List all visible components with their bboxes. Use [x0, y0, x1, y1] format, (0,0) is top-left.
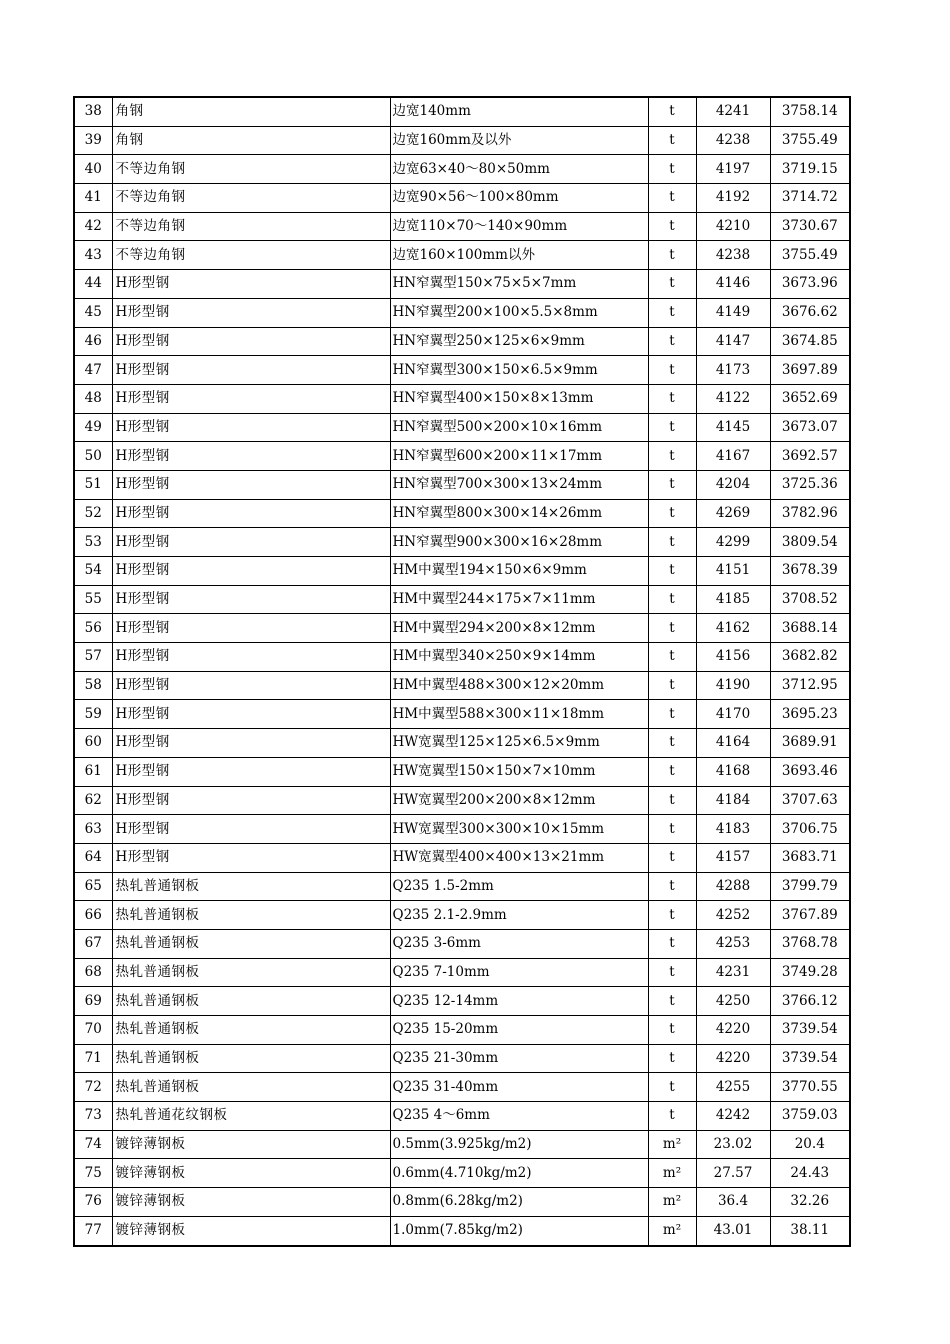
- specification-cell: HN窄翼型500×200×10×16mm: [390, 413, 648, 442]
- row-number-cell: 68: [74, 958, 112, 987]
- row-number-cell: 76: [74, 1188, 112, 1217]
- price-tax-excluded-cell: 32.26: [770, 1188, 850, 1217]
- price-tax-excluded-cell: 3755.49: [770, 126, 850, 155]
- specification-cell: Q235 31-40mm: [390, 1073, 648, 1102]
- material-name-cell: H形型钢: [112, 413, 390, 442]
- material-name-cell: 热轧普通钢板: [112, 1044, 390, 1073]
- price-tax-excluded-cell: 3768.78: [770, 929, 850, 958]
- price-tax-included-cell: 4170: [696, 700, 770, 729]
- unit-cell: t: [648, 757, 696, 786]
- price-tax-included-cell: 23.02: [696, 1130, 770, 1159]
- price-tax-excluded-cell: 3755.49: [770, 241, 850, 270]
- material-name-cell: H形型钢: [112, 327, 390, 356]
- material-name-cell: H形型钢: [112, 815, 390, 844]
- price-tax-included-cell: 4231: [696, 958, 770, 987]
- specification-cell: 0.8mm(6.28kg/m2): [390, 1188, 648, 1217]
- price-tax-excluded-cell: 3707.63: [770, 786, 850, 815]
- unit-cell: t: [648, 212, 696, 241]
- table-row: [74, 97, 850, 126]
- price-tax-excluded-cell: 3689.91: [770, 729, 850, 758]
- unit-cell: m²: [648, 1130, 696, 1159]
- unit-cell: t: [648, 872, 696, 901]
- table-row: [74, 987, 850, 1016]
- row-number-cell: 38: [74, 97, 112, 126]
- specification-cell: Q235 1.5-2mm: [390, 872, 648, 901]
- table-row: [74, 1216, 850, 1245]
- unit-cell: t: [648, 987, 696, 1016]
- price-tax-included-cell: 4204: [696, 470, 770, 499]
- material-name-cell: 热轧普通钢板: [112, 1073, 390, 1102]
- row-number-cell: 77: [74, 1216, 112, 1245]
- table-row: [74, 184, 850, 213]
- price-tax-included-cell: 4185: [696, 585, 770, 614]
- price-tax-excluded-cell: 3652.69: [770, 384, 850, 413]
- row-number-cell: 74: [74, 1130, 112, 1159]
- material-name-cell: 热轧普通钢板: [112, 1016, 390, 1045]
- price-tax-included-cell: 4299: [696, 528, 770, 557]
- table-row: [74, 270, 850, 299]
- row-number-cell: 70: [74, 1016, 112, 1045]
- price-tax-excluded-cell: 3758.14: [770, 97, 850, 126]
- row-number-cell: 65: [74, 872, 112, 901]
- price-tax-excluded-cell: 3673.96: [770, 270, 850, 299]
- unit-cell: t: [648, 700, 696, 729]
- table-row: [74, 528, 850, 557]
- table-row: [74, 212, 850, 241]
- row-number-cell: 67: [74, 929, 112, 958]
- price-tax-included-cell: 4145: [696, 413, 770, 442]
- specification-cell: 边宽160mm及以外: [390, 126, 648, 155]
- table-row: [74, 499, 850, 528]
- table-row: [74, 1188, 850, 1217]
- row-number-cell: 52: [74, 499, 112, 528]
- unit-cell: t: [648, 413, 696, 442]
- table-row: [74, 872, 850, 901]
- price-tax-excluded-cell: 20.4: [770, 1130, 850, 1159]
- price-tax-included-cell: 4184: [696, 786, 770, 815]
- specification-cell: HM中翼型194×150×6×9mm: [390, 557, 648, 586]
- material-name-cell: H形型钢: [112, 786, 390, 815]
- price-tax-included-cell: 4238: [696, 241, 770, 270]
- price-tax-excluded-cell: 3678.39: [770, 557, 850, 586]
- unit-cell: t: [648, 470, 696, 499]
- price-tax-included-cell: 4162: [696, 614, 770, 643]
- price-tax-included-cell: 4210: [696, 212, 770, 241]
- specification-cell: Q235 15-20mm: [390, 1016, 648, 1045]
- table-row: [74, 241, 850, 270]
- price-tax-excluded-cell: 3712.95: [770, 671, 850, 700]
- unit-cell: t: [648, 155, 696, 184]
- table-row: [74, 126, 850, 155]
- price-tax-excluded-cell: 3688.14: [770, 614, 850, 643]
- row-number-cell: 46: [74, 327, 112, 356]
- material-name-cell: 热轧普通钢板: [112, 958, 390, 987]
- specification-cell: HM中翼型294×200×8×12mm: [390, 614, 648, 643]
- unit-cell: t: [648, 643, 696, 672]
- table-row: [74, 384, 850, 413]
- price-tax-excluded-cell: 3719.15: [770, 155, 850, 184]
- row-number-cell: 43: [74, 241, 112, 270]
- specification-cell: HM中翼型588×300×11×18mm: [390, 700, 648, 729]
- price-tax-excluded-cell: 3739.54: [770, 1044, 850, 1073]
- specification-cell: 0.6mm(4.710kg/m2): [390, 1159, 648, 1188]
- price-tax-excluded-cell: 3799.79: [770, 872, 850, 901]
- unit-cell: t: [648, 528, 696, 557]
- specification-cell: 边宽90×56～100×80mm: [390, 184, 648, 213]
- unit-cell: t: [648, 815, 696, 844]
- price-tax-excluded-cell: 3674.85: [770, 327, 850, 356]
- unit-cell: m²: [648, 1188, 696, 1217]
- specification-cell: Q235 12-14mm: [390, 987, 648, 1016]
- material-name-cell: H形型钢: [112, 614, 390, 643]
- table-row: [74, 442, 850, 471]
- price-tax-excluded-cell: 3782.96: [770, 499, 850, 528]
- unit-cell: t: [648, 241, 696, 270]
- material-name-cell: H形型钢: [112, 384, 390, 413]
- specification-cell: 边宽140mm: [390, 97, 648, 126]
- row-number-cell: 40: [74, 155, 112, 184]
- specification-cell: HW宽翼型300×300×10×15mm: [390, 815, 648, 844]
- material-name-cell: 热轧普通钢板: [112, 901, 390, 930]
- table-row: [74, 700, 850, 729]
- price-tax-included-cell: 4164: [696, 729, 770, 758]
- material-name-cell: H形型钢: [112, 843, 390, 872]
- material-name-cell: 镀锌薄钢板: [112, 1188, 390, 1217]
- row-number-cell: 58: [74, 671, 112, 700]
- table-row: [74, 929, 850, 958]
- specification-cell: Q235 7-10mm: [390, 958, 648, 987]
- unit-cell: t: [648, 97, 696, 126]
- price-table: [73, 96, 851, 1247]
- specification-cell: Q235 4～6mm: [390, 1102, 648, 1131]
- material-name-cell: H形型钢: [112, 442, 390, 471]
- table-row: [74, 643, 850, 672]
- row-number-cell: 61: [74, 757, 112, 786]
- unit-cell: t: [648, 929, 696, 958]
- price-tax-excluded-cell: 3809.54: [770, 528, 850, 557]
- price-tax-included-cell: 4288: [696, 872, 770, 901]
- table-row: [74, 958, 850, 987]
- price-tax-included-cell: 4250: [696, 987, 770, 1016]
- price-tax-included-cell: 4151: [696, 557, 770, 586]
- material-name-cell: H形型钢: [112, 729, 390, 758]
- unit-cell: t: [648, 184, 696, 213]
- row-number-cell: 63: [74, 815, 112, 844]
- row-number-cell: 56: [74, 614, 112, 643]
- unit-cell: t: [648, 356, 696, 385]
- material-name-cell: H形型钢: [112, 499, 390, 528]
- material-name-cell: H形型钢: [112, 356, 390, 385]
- specification-cell: HN窄翼型400×150×8×13mm: [390, 384, 648, 413]
- price-tax-included-cell: 4269: [696, 499, 770, 528]
- price-tax-included-cell: 27.57: [696, 1159, 770, 1188]
- specification-cell: HN窄翼型700×300×13×24mm: [390, 470, 648, 499]
- unit-cell: t: [648, 729, 696, 758]
- table-row: [74, 327, 850, 356]
- table-row: [74, 1159, 850, 1188]
- price-tax-included-cell: 4173: [696, 356, 770, 385]
- unit-cell: t: [648, 442, 696, 471]
- price-tax-excluded-cell: 24.43: [770, 1159, 850, 1188]
- specification-cell: HN窄翼型800×300×14×26mm: [390, 499, 648, 528]
- price-tax-excluded-cell: 3673.07: [770, 413, 850, 442]
- row-number-cell: 71: [74, 1044, 112, 1073]
- unit-cell: t: [648, 298, 696, 327]
- table-row: [74, 671, 850, 700]
- specification-cell: HM中翼型488×300×12×20mm: [390, 671, 648, 700]
- material-name-cell: H形型钢: [112, 643, 390, 672]
- material-name-cell: 热轧普通钢板: [112, 929, 390, 958]
- unit-cell: t: [648, 270, 696, 299]
- specification-cell: Q235 2.1-2.9mm: [390, 901, 648, 930]
- table-row: [74, 470, 850, 499]
- specification-cell: Q235 21-30mm: [390, 1044, 648, 1073]
- specification-cell: 边宽110×70～140×90mm: [390, 212, 648, 241]
- row-number-cell: 50: [74, 442, 112, 471]
- material-name-cell: H形型钢: [112, 298, 390, 327]
- material-name-cell: H形型钢: [112, 528, 390, 557]
- price-tax-included-cell: 4168: [696, 757, 770, 786]
- material-name-cell: 不等边角钢: [112, 212, 390, 241]
- price-tax-included-cell: 4242: [696, 1102, 770, 1131]
- price-tax-included-cell: 4157: [696, 843, 770, 872]
- table-row: [74, 786, 850, 815]
- table-row: [74, 729, 850, 758]
- specification-cell: HW宽翼型150×150×7×10mm: [390, 757, 648, 786]
- price-tax-included-cell: 4252: [696, 901, 770, 930]
- material-name-cell: 镀锌薄钢板: [112, 1130, 390, 1159]
- table-row: [74, 1130, 850, 1159]
- price-tax-included-cell: 4253: [696, 929, 770, 958]
- unit-cell: t: [648, 585, 696, 614]
- specification-cell: 边宽160×100mm以外: [390, 241, 648, 270]
- row-number-cell: 39: [74, 126, 112, 155]
- table-row: [74, 298, 850, 327]
- table-row: [74, 557, 850, 586]
- price-tax-included-cell: 4192: [696, 184, 770, 213]
- row-number-cell: 51: [74, 470, 112, 499]
- row-number-cell: 66: [74, 901, 112, 930]
- unit-cell: t: [648, 1016, 696, 1045]
- material-name-cell: H形型钢: [112, 700, 390, 729]
- row-number-cell: 48: [74, 384, 112, 413]
- specification-cell: HM中翼型340×250×9×14mm: [390, 643, 648, 672]
- price-tax-included-cell: 4149: [696, 298, 770, 327]
- price-tax-excluded-cell: 3739.54: [770, 1016, 850, 1045]
- table-row: [74, 1044, 850, 1073]
- price-tax-excluded-cell: 3725.36: [770, 470, 850, 499]
- price-tax-included-cell: 43.01: [696, 1216, 770, 1245]
- table-row: [74, 1073, 850, 1102]
- price-tax-included-cell: 4167: [696, 442, 770, 471]
- price-tax-included-cell: 4122: [696, 384, 770, 413]
- specification-cell: 边宽63×40～80×50mm: [390, 155, 648, 184]
- price-tax-excluded-cell: 3767.89: [770, 901, 850, 930]
- price-tax-excluded-cell: 3770.55: [770, 1073, 850, 1102]
- specification-cell: HN窄翼型300×150×6.5×9mm: [390, 356, 648, 385]
- unit-cell: t: [648, 327, 696, 356]
- price-tax-excluded-cell: 3714.72: [770, 184, 850, 213]
- unit-cell: t: [648, 901, 696, 930]
- table-row: [74, 413, 850, 442]
- material-name-cell: H形型钢: [112, 585, 390, 614]
- price-tax-excluded-cell: 3683.71: [770, 843, 850, 872]
- unit-cell: t: [648, 1073, 696, 1102]
- price-tax-included-cell: 4147: [696, 327, 770, 356]
- price-tax-excluded-cell: 3693.46: [770, 757, 850, 786]
- unit-cell: m²: [648, 1216, 696, 1245]
- price-tax-included-cell: 4190: [696, 671, 770, 700]
- row-number-cell: 64: [74, 843, 112, 872]
- unit-cell: t: [648, 384, 696, 413]
- material-name-cell: 不等边角钢: [112, 184, 390, 213]
- row-number-cell: 53: [74, 528, 112, 557]
- specification-cell: HM中翼型244×175×7×11mm: [390, 585, 648, 614]
- unit-cell: t: [648, 958, 696, 987]
- material-name-cell: 热轧普通钢板: [112, 987, 390, 1016]
- price-tax-included-cell: 4220: [696, 1044, 770, 1073]
- specification-cell: HW宽翼型400×400×13×21mm: [390, 843, 648, 872]
- specification-cell: 1.0mm(7.85kg/m2): [390, 1216, 648, 1245]
- unit-cell: t: [648, 786, 696, 815]
- price-tax-included-cell: 4197: [696, 155, 770, 184]
- price-tax-excluded-cell: 3695.23: [770, 700, 850, 729]
- material-name-cell: 不等边角钢: [112, 241, 390, 270]
- row-number-cell: 42: [74, 212, 112, 241]
- specification-cell: HN窄翼型600×200×11×17mm: [390, 442, 648, 471]
- row-number-cell: 47: [74, 356, 112, 385]
- price-tax-included-cell: 4146: [696, 270, 770, 299]
- material-name-cell: 镀锌薄钢板: [112, 1216, 390, 1245]
- material-name-cell: H形型钢: [112, 270, 390, 299]
- row-number-cell: 54: [74, 557, 112, 586]
- price-table-body: [74, 97, 850, 1246]
- specification-cell: 0.5mm(3.925kg/m2): [390, 1130, 648, 1159]
- price-tax-included-cell: 4220: [696, 1016, 770, 1045]
- row-number-cell: 59: [74, 700, 112, 729]
- unit-cell: t: [648, 1044, 696, 1073]
- row-number-cell: 75: [74, 1159, 112, 1188]
- unit-cell: t: [648, 499, 696, 528]
- specification-cell: HN窄翼型900×300×16×28mm: [390, 528, 648, 557]
- specification-cell: HN窄翼型150×75×5×7mm: [390, 270, 648, 299]
- price-tax-excluded-cell: 3730.67: [770, 212, 850, 241]
- price-tax-included-cell: 4156: [696, 643, 770, 672]
- row-number-cell: 57: [74, 643, 112, 672]
- specification-cell: HN窄翼型200×100×5.5×8mm: [390, 298, 648, 327]
- material-name-cell: H形型钢: [112, 757, 390, 786]
- table-row: [74, 757, 850, 786]
- table-row: [74, 1016, 850, 1045]
- material-name-cell: H形型钢: [112, 557, 390, 586]
- price-tax-excluded-cell: 3708.52: [770, 585, 850, 614]
- price-tax-excluded-cell: 3749.28: [770, 958, 850, 987]
- table-row: [74, 155, 850, 184]
- row-number-cell: 60: [74, 729, 112, 758]
- price-tax-excluded-cell: 3692.57: [770, 442, 850, 471]
- price-tax-excluded-cell: 3676.62: [770, 298, 850, 327]
- row-number-cell: 72: [74, 1073, 112, 1102]
- row-number-cell: 62: [74, 786, 112, 815]
- row-number-cell: 49: [74, 413, 112, 442]
- price-tax-excluded-cell: 3766.12: [770, 987, 850, 1016]
- row-number-cell: 55: [74, 585, 112, 614]
- specification-cell: HN窄翼型250×125×6×9mm: [390, 327, 648, 356]
- material-name-cell: 热轧普通钢板: [112, 872, 390, 901]
- unit-cell: t: [648, 557, 696, 586]
- row-number-cell: 69: [74, 987, 112, 1016]
- unit-cell: t: [648, 1102, 696, 1131]
- price-tax-excluded-cell: 3706.75: [770, 815, 850, 844]
- unit-cell: t: [648, 126, 696, 155]
- row-number-cell: 41: [74, 184, 112, 213]
- table-row: [74, 843, 850, 872]
- material-name-cell: 镀锌薄钢板: [112, 1159, 390, 1188]
- price-tax-excluded-cell: 3759.03: [770, 1102, 850, 1131]
- unit-cell: t: [648, 671, 696, 700]
- price-tax-included-cell: 4255: [696, 1073, 770, 1102]
- price-tax-excluded-cell: 38.11: [770, 1216, 850, 1245]
- table-row: [74, 614, 850, 643]
- material-name-cell: H形型钢: [112, 470, 390, 499]
- specification-cell: HW宽翼型200×200×8×12mm: [390, 786, 648, 815]
- table-row: [74, 815, 850, 844]
- unit-cell: m²: [648, 1159, 696, 1188]
- price-tax-excluded-cell: 3682.82: [770, 643, 850, 672]
- specification-cell: Q235 3-6mm: [390, 929, 648, 958]
- table-row: [74, 356, 850, 385]
- material-name-cell: 角钢: [112, 126, 390, 155]
- row-number-cell: 44: [74, 270, 112, 299]
- unit-cell: t: [648, 843, 696, 872]
- row-number-cell: 45: [74, 298, 112, 327]
- specification-cell: HW宽翼型125×125×6.5×9mm: [390, 729, 648, 758]
- table-row: [74, 901, 850, 930]
- price-tax-included-cell: 4241: [696, 97, 770, 126]
- row-number-cell: 73: [74, 1102, 112, 1131]
- unit-cell: t: [648, 614, 696, 643]
- material-name-cell: H形型钢: [112, 671, 390, 700]
- price-tax-included-cell: 4183: [696, 815, 770, 844]
- table-row: [74, 1102, 850, 1131]
- material-name-cell: 角钢: [112, 97, 390, 126]
- price-tax-excluded-cell: 3697.89: [770, 356, 850, 385]
- price-tax-included-cell: 4238: [696, 126, 770, 155]
- material-name-cell: 不等边角钢: [112, 155, 390, 184]
- material-name-cell: 热轧普通花纹钢板: [112, 1102, 390, 1131]
- table-row: [74, 585, 850, 614]
- price-tax-included-cell: 36.4: [696, 1188, 770, 1217]
